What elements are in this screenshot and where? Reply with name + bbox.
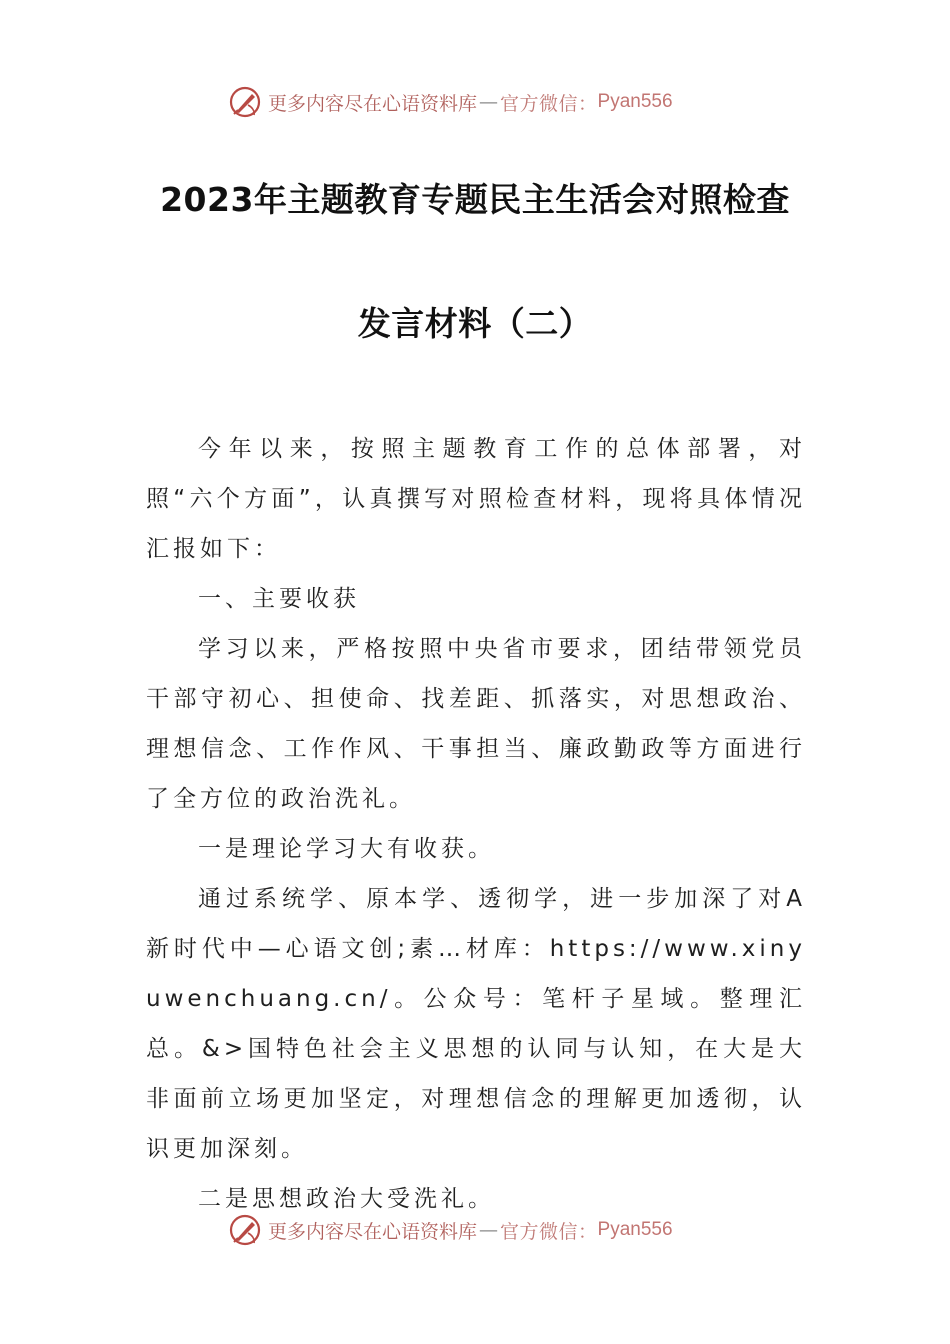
quill-logo-icon — [228, 1213, 262, 1247]
watermark-separator: — — [479, 91, 499, 113]
paragraph-point-one: 一是理论学习大有收获。 — [198, 836, 495, 862]
paragraph-heading-harvest: 一、主要收获 — [198, 586, 360, 612]
paragraph-intro: 今年以来，按照主题教育工作的总体部署，对照“六个方面”，认真撰写对照检查材料，现将具体情况汇报如下： — [146, 436, 806, 562]
watermark-site-text: 更多内容尽在心语资料库 — [268, 92, 478, 115]
paragraph-study-detail: 通过系统学、原本学、透彻学，进一步加深了对A新时代中—心语文创;素…材库：https://www.xinyuwenchuang.cn/。公众号：笔杆子星域。整理汇总。&>国特色社会主义思想的认同与认知，在大是大非面前立场更加坚定，对理想信念的理解更加透彻，认识更加深刻。 — [146, 886, 806, 1162]
watermark-account: Pyan556 — [597, 1219, 673, 1240]
watermark-separator: — — [479, 1219, 499, 1241]
document-title-line1: 2023年主题教育专题民主生活会对照检查 — [160, 180, 790, 219]
quill-logo-icon — [228, 85, 262, 119]
document-title-line2: 发言材料（二） — [357, 304, 593, 343]
watermark-banner-top — [228, 84, 748, 120]
paragraph-study: 学习以来，严格按照中央省市要求，团结带领党员干部守初心、担使命、找差距、抓落实，对思想政治、理想信念、工作作风、干事担当、廉政勤政等方面进行了全方位的政治洗礼。 — [146, 636, 806, 812]
watermark-site-text: 更多内容尽在心语资料库 — [268, 1220, 478, 1243]
watermark-account: Pyan556 — [597, 91, 673, 112]
watermark-banner-bottom — [228, 1212, 748, 1248]
watermark-wechat-label: 官方微信： — [500, 1220, 598, 1243]
paragraph-point-two: 二是思想政治大受洗礼。 — [198, 1186, 495, 1212]
watermark-wechat-label: 官方微信： — [500, 92, 598, 115]
document-body — [146, 424, 806, 1224]
